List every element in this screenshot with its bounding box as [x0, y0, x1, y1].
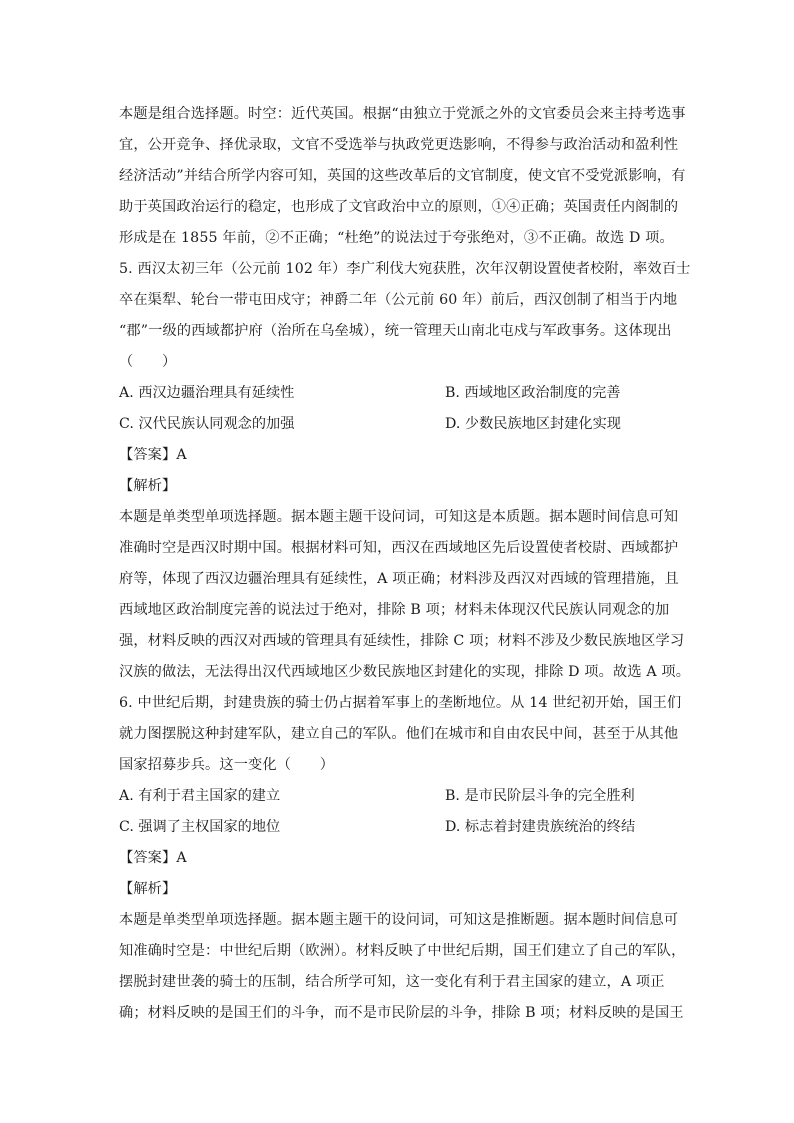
option-row: [119, 781, 679, 812]
option-b: B. 西域地区政治制度的完善: [445, 385, 621, 401]
option-d: D. 标志着封建贵族统治的终结: [445, 819, 636, 835]
option-row: [119, 409, 679, 440]
analysis-line: 强，材料反映的西汉对西域的管理具有延续性，排除 C 项；材料不涉及少数民族地区学习: [119, 633, 685, 649]
analysis-label: 【解析】: [119, 478, 177, 494]
analysis-line: 汉族的做法，无法得出汉代西域地区少数民族地区封建化的实现，排除 D 项。故选 A 项。: [119, 664, 691, 680]
analysis-line: 知准确时空是：中世纪后期（欧洲）。材料反映了中世纪后期，国王们建立了自己的军队，: [119, 943, 686, 959]
option-row: [119, 378, 679, 409]
question-stem-line: 就力图摆脱这种封建军队，建立自己的军队。他们在城市和自由农民中间，甚至于从其他: [119, 726, 679, 742]
question-blank: （ ）: [119, 354, 177, 370]
text-line: 本题是组合选择题。时空：近代英国。根据“由独立于党派之外的文官委员会来主持考选事: [119, 106, 686, 122]
option-row: [119, 812, 679, 843]
intro-paragraph: [119, 99, 686, 254]
analysis-line: 府等，体现了西汉边疆治理具有延续性，A 项正确；材料涉及西汉对西域的管理措施，且: [119, 571, 679, 587]
question-stem-line: 6. 中世纪后期，封建贵族的骑士仍占据着军事上的垄断地位。从 14 世纪初开始，国王们: [119, 695, 682, 711]
option-d: D. 少数民族地区封建化实现: [445, 416, 621, 432]
question-stem-line: 卒在渠犁、轮台一带屯田戍守；神爵二年（公元前 60 年）前后，西汉创制了相当于内地: [119, 292, 678, 308]
document-page: [119, 99, 691, 1029]
text-line: 宜，公开竞争、择优录取，文官不受选举与执政党更迭影响，不得参与政治活动和盈利性: [119, 137, 679, 153]
question-stem-line: “郡”一级的西域都护府（治所在乌垒城），统一管理天山南北屯戍与军政事务。这体现出: [119, 323, 672, 339]
text-line: 助于英国政治运行的稳定，也形成了文官政治中立的原则，①④正确；英国责任内阁制的: [119, 199, 679, 215]
question-stem-line: 5. 西汉太初三年（公元前 102 年）李广利伐大宛获胜，次年汉朝设置使者校附，率效百士: [119, 261, 691, 277]
option-a: A. 西汉边疆治理具有延续性: [119, 385, 295, 401]
question-5: [119, 254, 691, 688]
text-line: 形成是在 1855 年前，②不正确；“杜绝”的说法过于夸张绝对，③不正确。故选 D 项。: [119, 230, 674, 246]
option-c: C. 汉代民族认同观念的加强: [119, 416, 295, 432]
answer-line: 【答案】A: [119, 850, 187, 866]
option-a: A. 有利于君主国家的建立: [119, 788, 281, 804]
question-6: [119, 688, 686, 1029]
analysis-line: 本题是单类型单项选择题。据本题主题干设问词，可知这是本质题。据本题时间信息可知: [119, 509, 679, 525]
text-line: 经济活动”并结合所学内容可知，英国的这些改革后的文官制度，使文官不受党派影响，有: [119, 168, 686, 184]
option-c: C. 强调了主权国家的地位: [119, 819, 281, 835]
answer-line: 【答案】A: [119, 447, 187, 463]
analysis-label: 【解析】: [119, 881, 177, 897]
analysis-line: 西域地区政治制度完善的说法过于绝对，排除 B 项；材料未体现汉代民族认同观念的加: [119, 602, 670, 618]
option-b: B. 是市民阶层斗争的完全胜利: [445, 788, 635, 804]
analysis-line: 确；材料反映的是国王们的斗争，而不是市民阶层的斗争，排除 B 项；材料反映的是国王: [119, 1005, 684, 1021]
analysis-line: 摆脱封建世袭的骑士的压制，结合所学可知，这一变化有利于君主国家的建立，A 项正: [119, 974, 665, 990]
question-stem-line: 国家招募步兵。这一变化（ ）: [119, 757, 335, 773]
analysis-line: 准确时空是西汉时期中国。根据材料可知，西汉在西域地区先后设置使者校尉、西域都护: [119, 540, 679, 556]
analysis-line: 本题是单类型单项选择题。据本题主题干的设问词，可知这是推断题。据本题时间信息可: [119, 912, 679, 928]
